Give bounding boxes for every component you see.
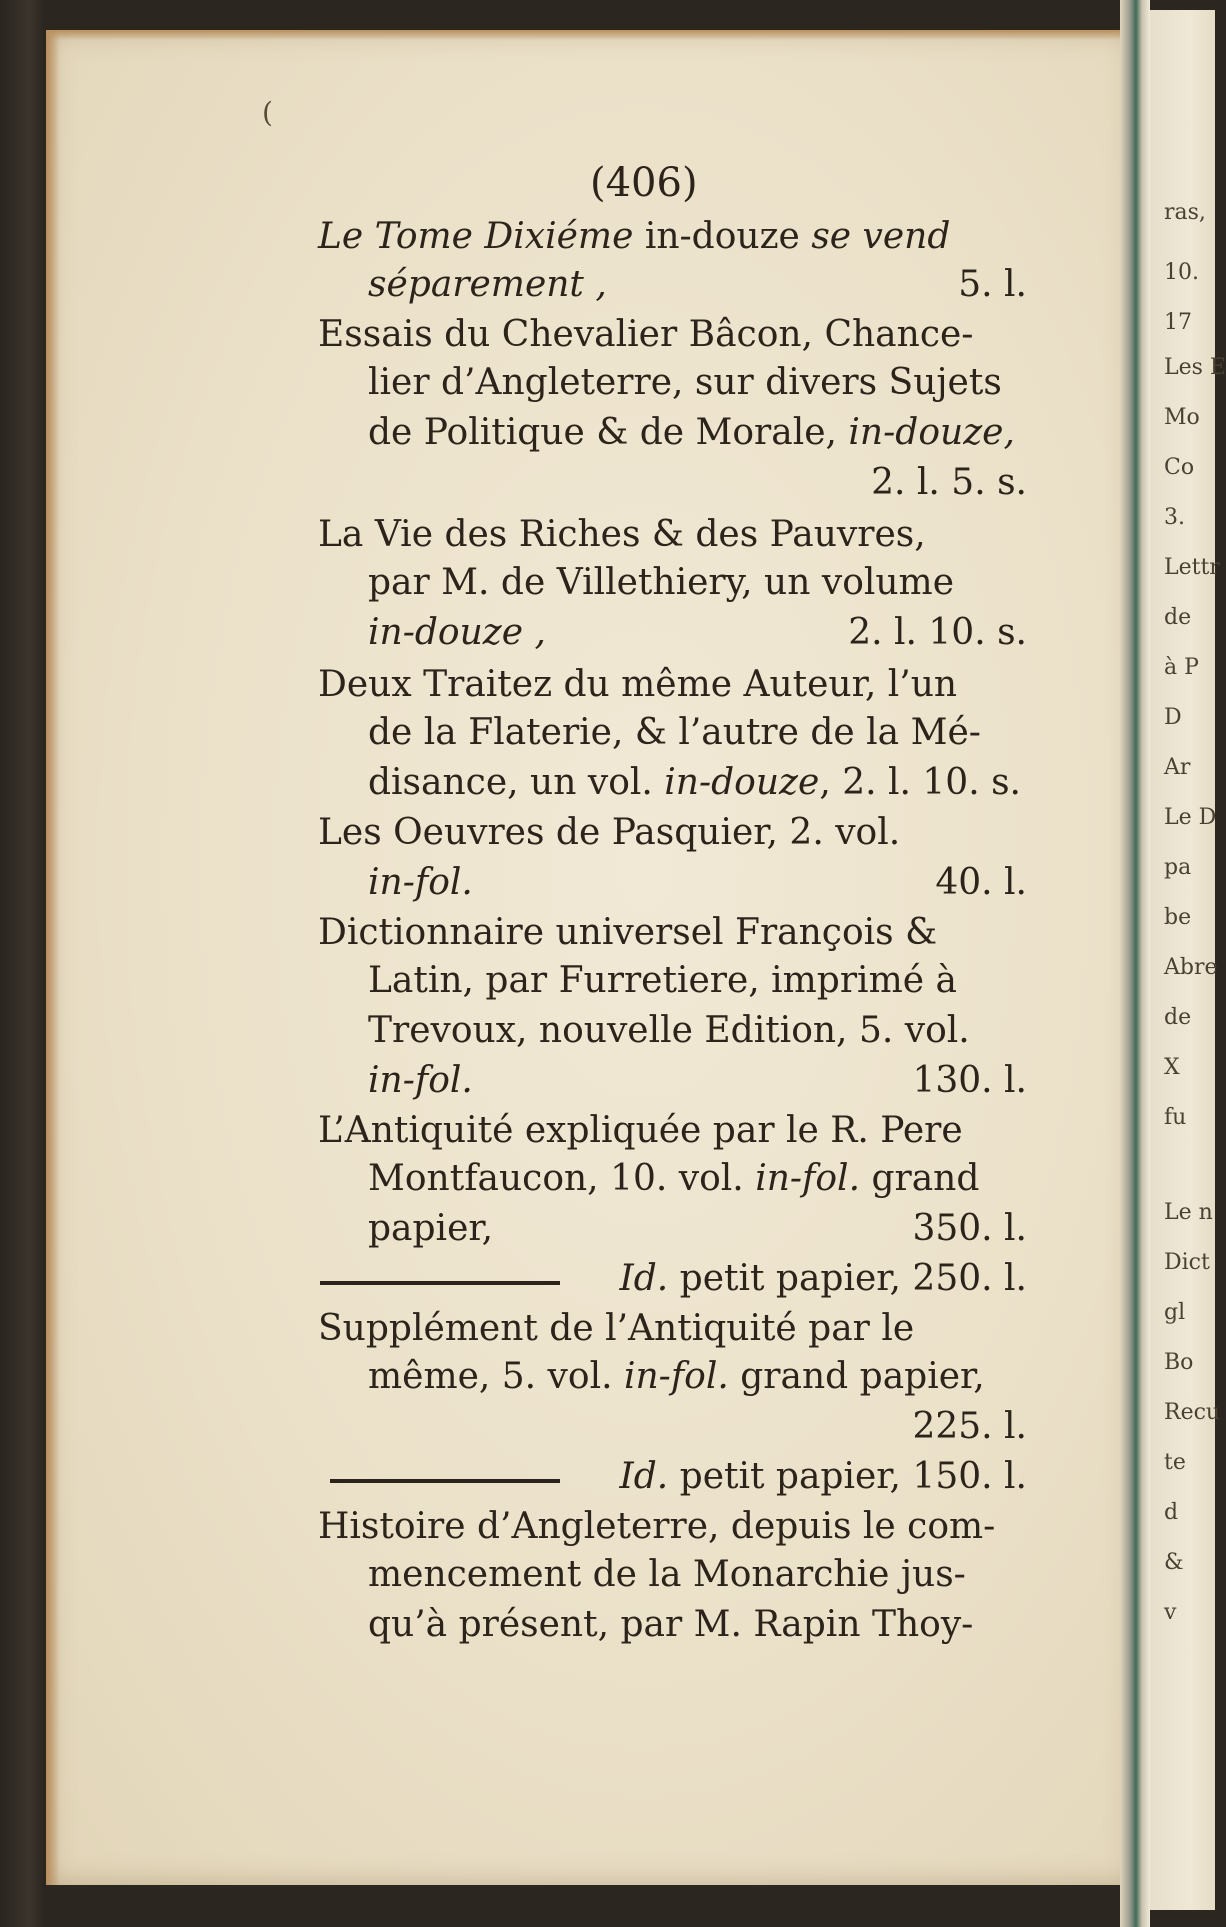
entry-price: 2. l. 5. s. bbox=[871, 462, 1027, 503]
facing-text: X bbox=[1164, 1055, 1180, 1080]
entry-text: même, 5. vol. bbox=[368, 1356, 624, 1397]
facing-page bbox=[1150, 10, 1226, 1910]
entry-line: lier d’Angleterre, sur divers Sujets bbox=[368, 362, 1002, 403]
entry-text: petit papier, 250. l. bbox=[668, 1258, 1027, 1299]
entry-text: de Politique & de Morale, bbox=[368, 412, 849, 453]
entry-italic: se vend bbox=[811, 216, 951, 257]
entry-price: 225. l. bbox=[912, 1406, 1027, 1447]
margin-mark: ( bbox=[262, 96, 273, 129]
facing-text: 3. bbox=[1164, 505, 1185, 530]
entry-line: séparement , bbox=[368, 264, 607, 305]
entry-line bbox=[368, 411, 1015, 455]
facing-text: Bo bbox=[1164, 1350, 1194, 1375]
facing-text: Le n bbox=[1164, 1200, 1213, 1225]
ditto-rule bbox=[320, 1281, 560, 1285]
facing-text: de bbox=[1164, 605, 1192, 630]
entry-italic: Id. bbox=[619, 1258, 669, 1299]
entry-line: mencement de la Monarchie jus- bbox=[368, 1554, 966, 1595]
entry-line: Histoire d’Angleterre, depuis le com- bbox=[318, 1506, 996, 1547]
facing-text: ras, bbox=[1164, 200, 1206, 225]
entry-italic: in-douze, bbox=[848, 412, 1015, 453]
facing-text: Dict bbox=[1164, 1250, 1210, 1275]
page-edge-top bbox=[46, 30, 1134, 40]
facing-text: Mo bbox=[1164, 405, 1200, 430]
facing-text: fu bbox=[1164, 1105, 1187, 1130]
book-gutter bbox=[1120, 0, 1150, 1927]
entry-line: in-douze , bbox=[368, 612, 546, 653]
entry-line: L’Antiquité expliquée par le R. Pere bbox=[318, 1110, 963, 1151]
entry-price: 2. l. 10. s. bbox=[848, 612, 1027, 653]
entry-line: La Vie des Riches & des Pauvres, bbox=[318, 514, 926, 555]
facing-text: v bbox=[1164, 1600, 1177, 1625]
facing-text: Lettr bbox=[1164, 555, 1220, 580]
entry-italic: Id. bbox=[619, 1456, 669, 1497]
entry-line: Dictionnaire universel François & bbox=[318, 912, 938, 953]
facing-text: de bbox=[1164, 1005, 1192, 1030]
entry-price: 350. l. bbox=[912, 1208, 1027, 1249]
entry-line: in-fol. bbox=[368, 1060, 473, 1101]
entry-price: 5. l. bbox=[958, 264, 1027, 305]
facing-text: 10. bbox=[1164, 260, 1199, 285]
entry-line bbox=[620, 1455, 1027, 1499]
entry-line: Les Oeuvres de Pasquier, 2. vol. bbox=[318, 812, 901, 853]
entry-price: 40. l. bbox=[935, 862, 1027, 903]
entry-line: papier, bbox=[368, 1208, 494, 1249]
entry-text: in-douze bbox=[633, 216, 812, 257]
facing-text: te bbox=[1164, 1450, 1186, 1475]
entry-italic: in-fol. bbox=[623, 1356, 729, 1397]
facing-text: Le D bbox=[1164, 805, 1217, 830]
entry-line bbox=[620, 1257, 1027, 1301]
entry-italic: in-fol. bbox=[755, 1158, 861, 1199]
entry-text: disance, un vol. bbox=[368, 762, 665, 803]
page-edge bbox=[46, 30, 60, 1885]
entry-text: petit papier, 150. l. bbox=[668, 1456, 1027, 1497]
facing-text: 17 bbox=[1164, 310, 1192, 335]
entry-line: de la Flaterie, & l’autre de la Mé- bbox=[368, 712, 981, 753]
entry-text: Montfaucon, 10. vol. bbox=[368, 1158, 756, 1199]
facing-text: Recu bbox=[1164, 1400, 1221, 1425]
entry-line: Essais du Chevalier Bâcon, Chance- bbox=[318, 314, 974, 355]
entry-line: par M. de Villethiery, un volume bbox=[368, 562, 955, 603]
entry-italic: Le Tome Dixiéme bbox=[318, 216, 634, 257]
entry-line bbox=[368, 761, 1021, 805]
page-number: (406) bbox=[590, 160, 698, 206]
facing-text: & bbox=[1164, 1550, 1184, 1575]
facing-text: D bbox=[1164, 705, 1182, 730]
facing-text: Co bbox=[1164, 455, 1195, 480]
facing-text: Ar bbox=[1164, 755, 1191, 780]
entry-line bbox=[368, 1355, 985, 1399]
entry-line: in-fol. bbox=[368, 862, 473, 903]
facing-text: be bbox=[1164, 905, 1192, 930]
facing-text: Les E bbox=[1164, 355, 1226, 380]
entry-line bbox=[318, 215, 950, 259]
entry-price: 130. l. bbox=[912, 1060, 1027, 1101]
entry-line: Trevoux, nouvelle Edition, 5. vol. bbox=[368, 1010, 970, 1051]
entry-text: grand papier, bbox=[728, 1356, 985, 1397]
facing-text: pa bbox=[1164, 855, 1192, 880]
entry-line: Latin, par Furretiere, imprimé à bbox=[368, 960, 957, 1001]
entry-line bbox=[368, 1157, 979, 1201]
facing-text: d bbox=[1164, 1500, 1179, 1525]
entry-text: grand bbox=[860, 1158, 980, 1199]
entry-line: Deux Traitez du même Auteur, l’un bbox=[318, 664, 958, 705]
facing-text: Abre bbox=[1164, 955, 1218, 980]
entry-line: qu’à présent, par M. Rapin Thoy- bbox=[368, 1604, 974, 1645]
entry-line: Supplément de l’Antiquité par le bbox=[318, 1308, 915, 1349]
entry-price: , 2. l. 10. s. bbox=[819, 762, 1022, 803]
entry-italic: in-douze bbox=[664, 762, 820, 803]
facing-text: gl bbox=[1164, 1300, 1186, 1325]
ditto-rule bbox=[330, 1479, 560, 1483]
facing-text: à P bbox=[1164, 655, 1199, 680]
